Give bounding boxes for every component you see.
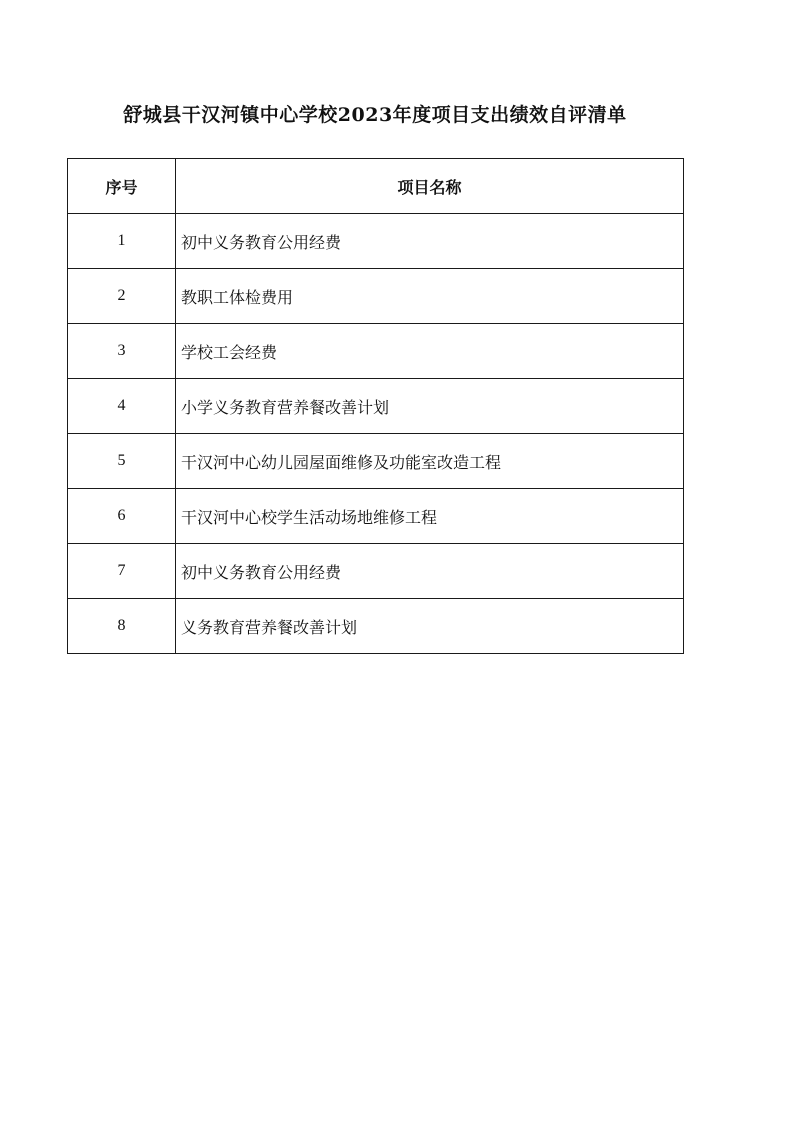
table-row <box>68 599 684 654</box>
project-list-table <box>67 158 684 654</box>
row-project-name: 初中义务教育公用经费 <box>176 214 684 269</box>
row-index: 1 <box>68 214 176 269</box>
header-project-name: 项目名称 <box>176 159 684 214</box>
table-row <box>68 269 684 324</box>
row-index: 6 <box>68 489 176 544</box>
document-title: 舒城县干汉河镇中心学校2023年度项目支出绩效自评清单 <box>123 104 627 126</box>
row-project-name: 学校工会经费 <box>176 324 684 379</box>
table-header-row <box>68 159 684 214</box>
row-project-name: 干汉河中心校学生活动场地维修工程 <box>176 489 684 544</box>
row-index: 2 <box>68 269 176 324</box>
table-row <box>68 544 684 599</box>
row-index: 8 <box>68 599 176 654</box>
row-project-name: 初中义务教育公用经费 <box>176 544 684 599</box>
row-index: 5 <box>68 434 176 489</box>
row-project-name: 小学义务教育营养餐改善计划 <box>176 379 684 434</box>
table-row <box>68 214 684 269</box>
header-index: 序号 <box>68 159 176 214</box>
row-project-name: 干汉河中心幼儿园屋面维修及功能室改造工程 <box>176 434 684 489</box>
row-index: 4 <box>68 379 176 434</box>
table-row <box>68 379 684 434</box>
row-index: 3 <box>68 324 176 379</box>
row-project-name: 义务教育营养餐改善计划 <box>176 599 684 654</box>
table-row <box>68 489 684 544</box>
row-project-name: 教职工体检费用 <box>176 269 684 324</box>
row-index: 7 <box>68 544 176 599</box>
table-row <box>68 434 684 489</box>
table-row <box>68 324 684 379</box>
